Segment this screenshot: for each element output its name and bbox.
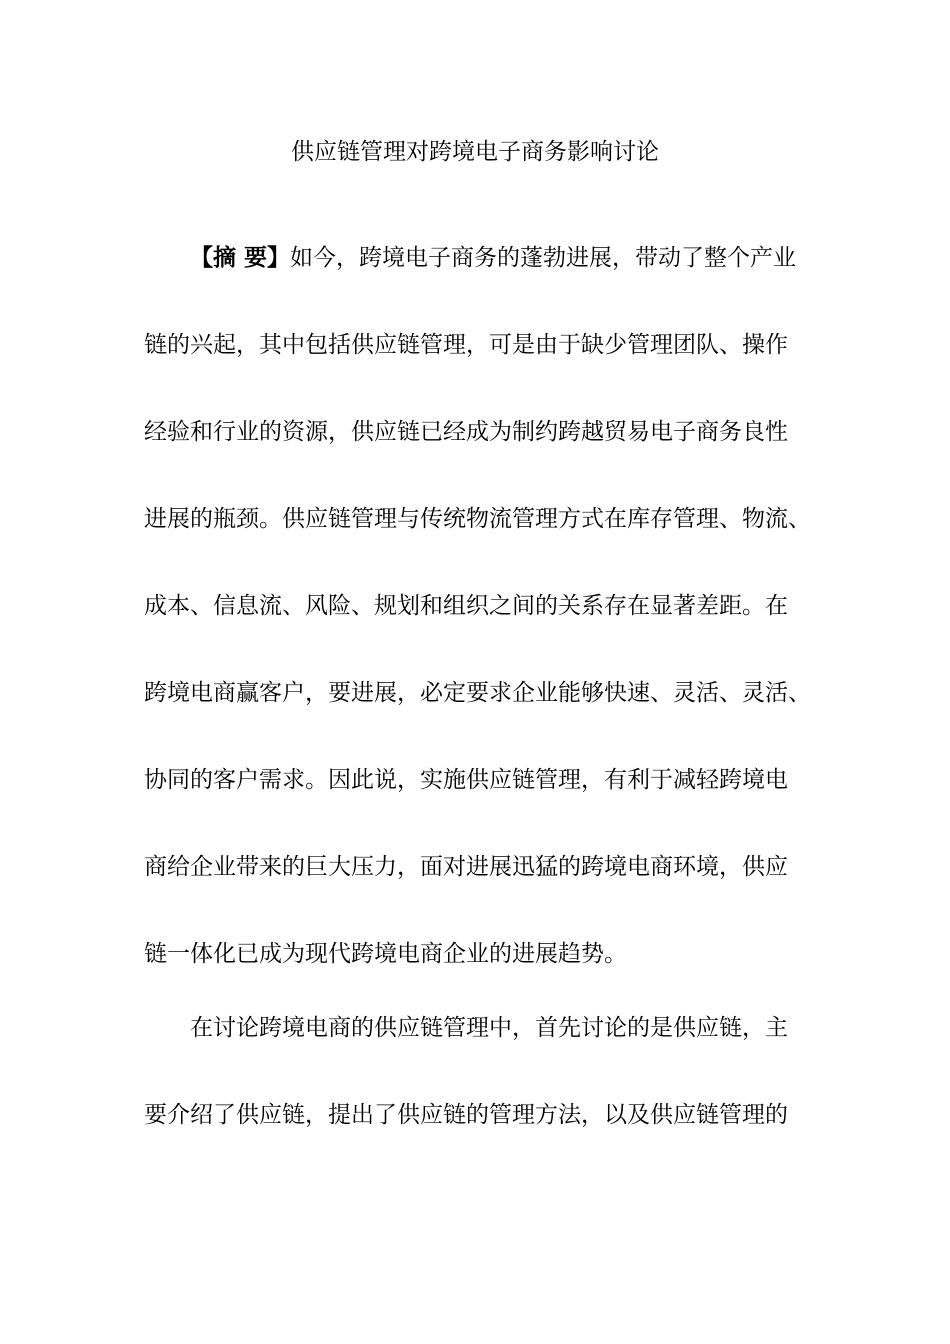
paragraph-line-1: 在讨论跨境电商的供应链管理中，首先讨论的是供应链，主 xyxy=(190,1015,788,1041)
abstract-line-5: 成本、信息流、风险、规划和组织之间的关系存在显著差距。在 xyxy=(144,593,788,619)
abstract-line-4: 进展的瓶颈。供应链管理与传统物流管理方式在库存管理、物流、 xyxy=(144,506,811,532)
paragraph-line-2: 要介绍了供应链，提出了供应链的管理方法，以及供应链管理的 xyxy=(144,1102,788,1128)
document-title: 供应链管理对跨境电子商务影响讨论 xyxy=(291,139,659,165)
abstract-line-1 xyxy=(190,242,796,274)
abstract-line-9: 链一体化已成为现代跨境电商企业的进展趋势。 xyxy=(144,941,627,967)
abstract-label: 【摘 要】 xyxy=(190,245,291,271)
abstract-text: 如今，跨境电子商务的蓬勃进展，带动了整个产业 xyxy=(290,245,797,271)
abstract-line-6: 跨境电商赢客户，要进展，必定要求企业能够快速、灵活、灵活、 xyxy=(144,680,811,706)
abstract-line-3: 经验和行业的资源，供应链已经成为制约跨越贸易电子商务良性 xyxy=(144,419,788,445)
abstract-line-2: 链的兴起，其中包括供应链管理，可是由于缺少管理团队、操作 xyxy=(144,332,788,358)
abstract-line-7: 协同的客户需求。因此说，实施供应链管理，有利于减轻跨境电 xyxy=(144,767,788,793)
abstract-line-8: 商给企业带来的巨大压力，面对进展迅猛的跨境电商环境，供应 xyxy=(144,854,788,880)
